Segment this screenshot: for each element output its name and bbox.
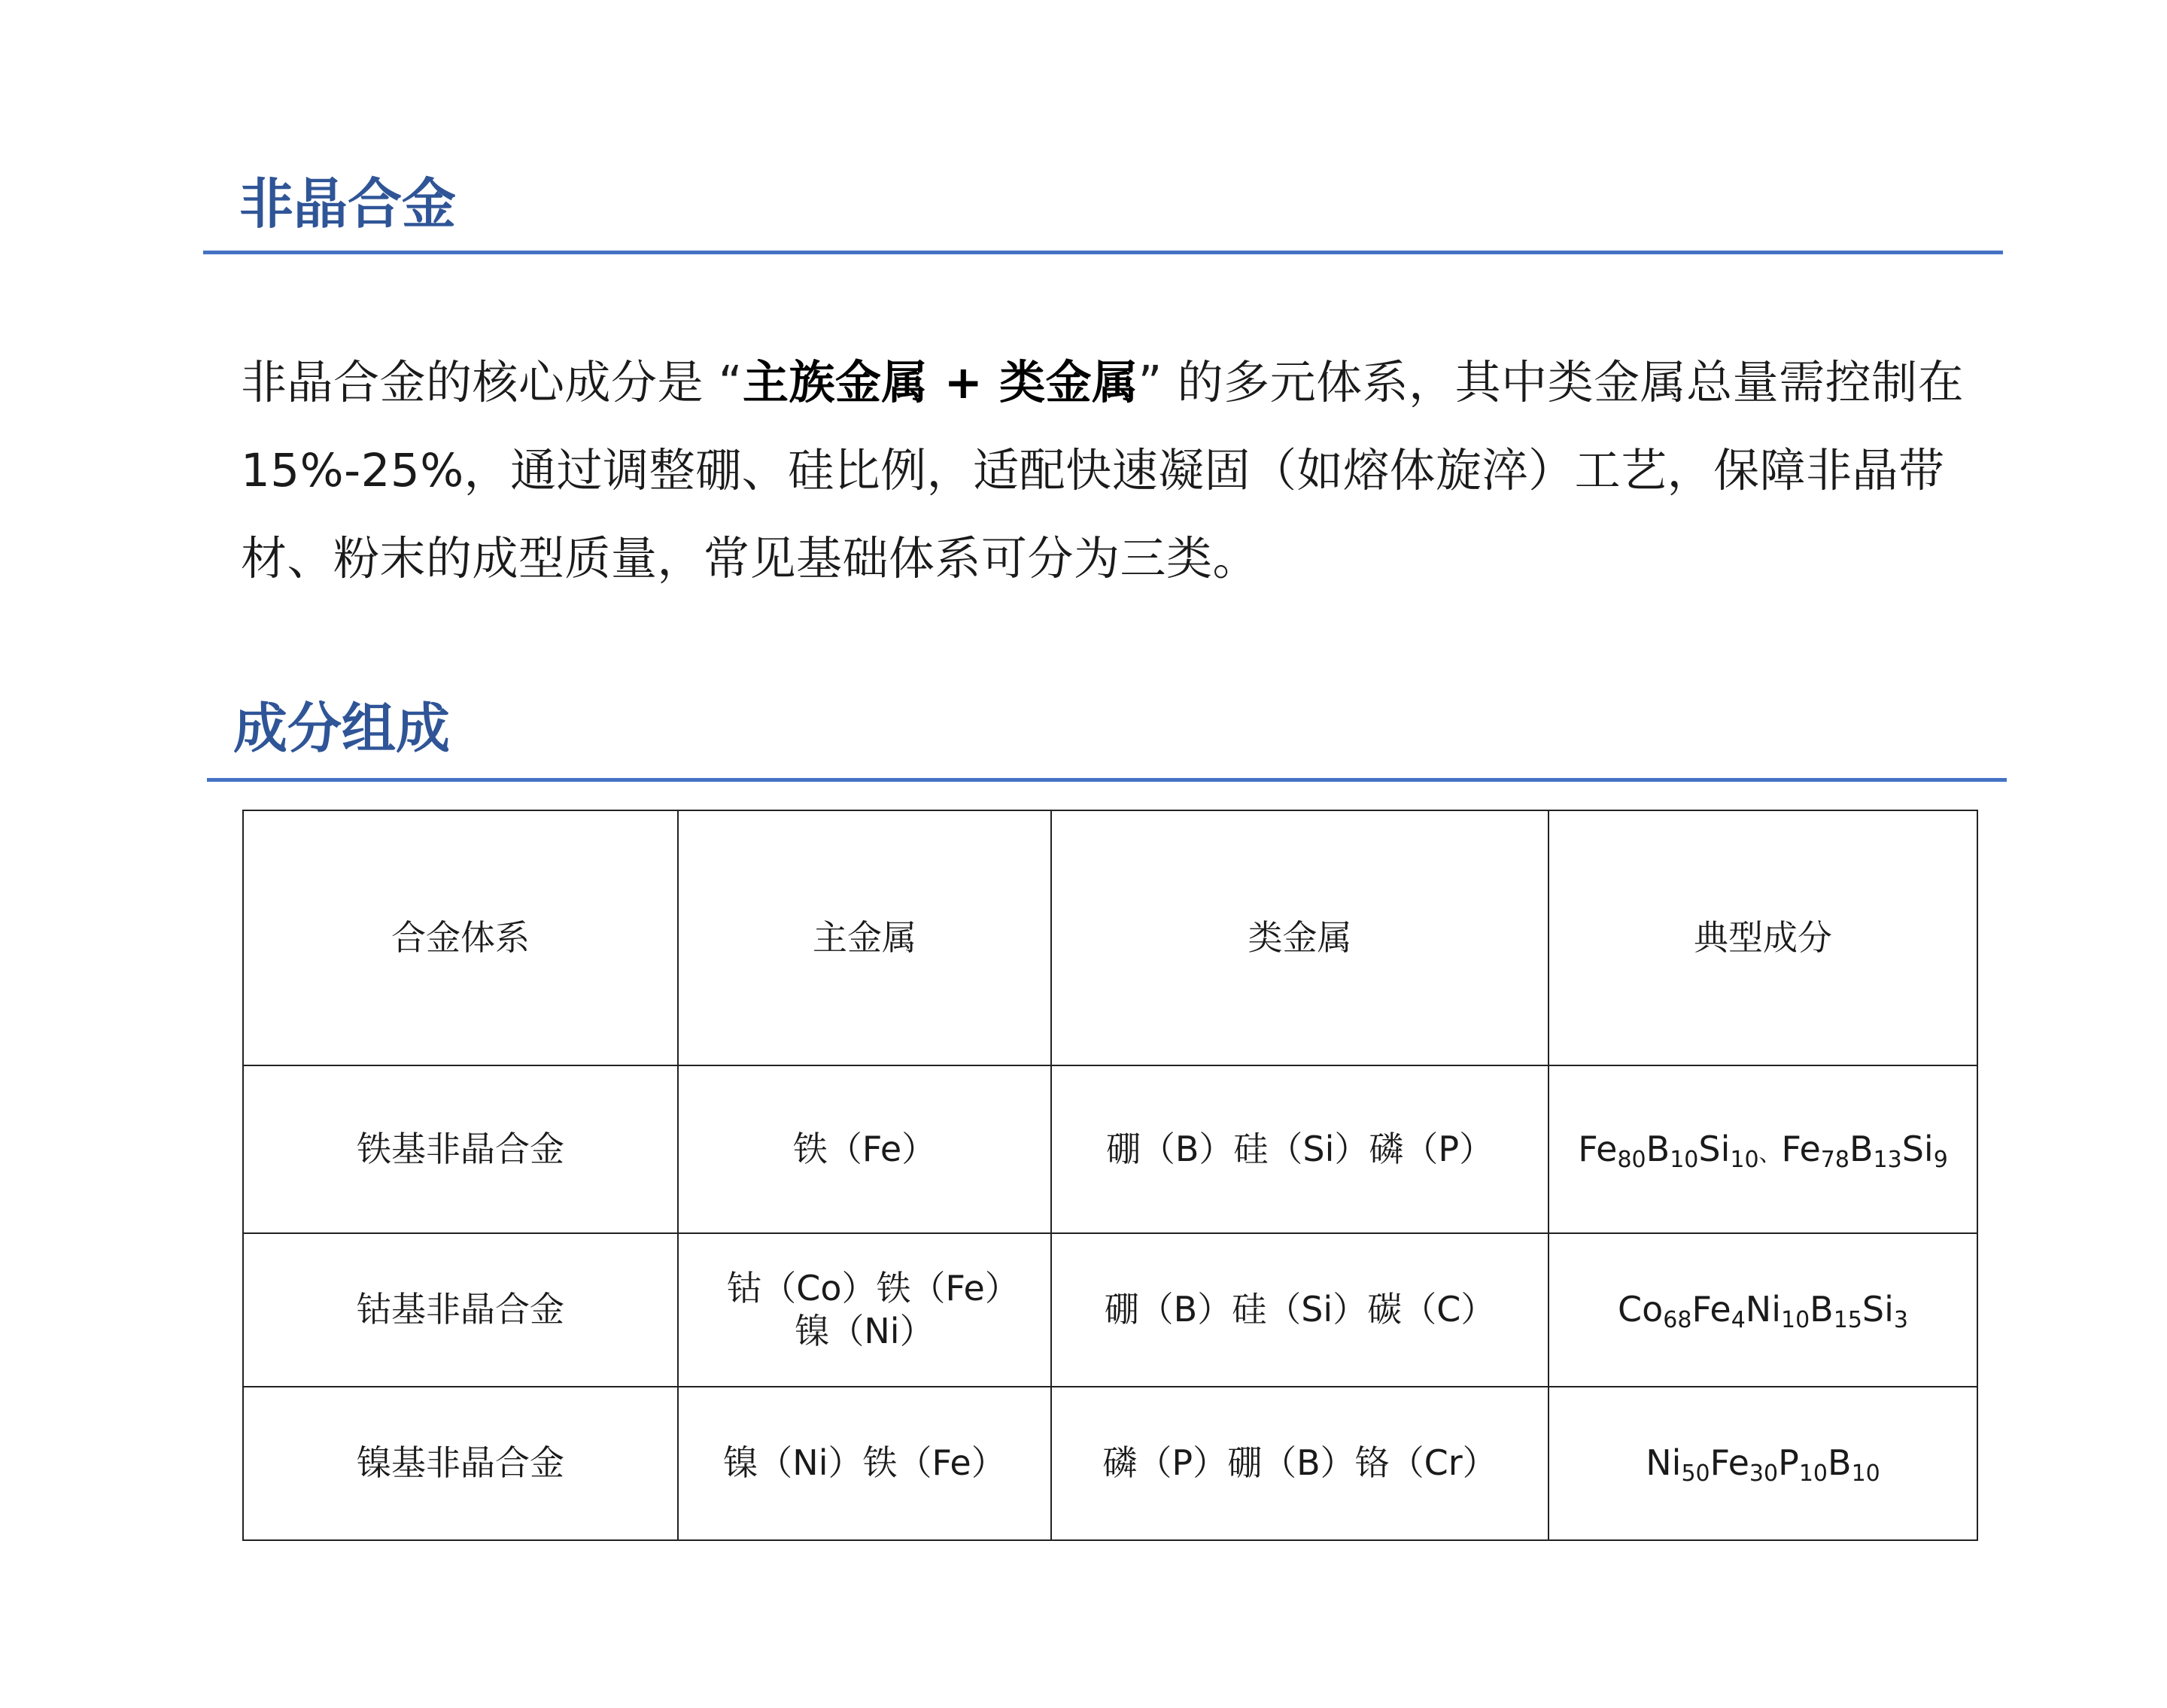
table-header-row <box>243 810 1977 1065</box>
cell-typical-composition <box>1549 1233 1977 1387</box>
chemical-formula: $Fe_{80}B_{10}Si_{10}$ <box>1578 1129 1759 1174</box>
cell-main-metal: 镍（Ni）铁（Fe） <box>678 1387 1051 1540</box>
title-underline <box>203 251 2003 254</box>
header-metalloid: 类金属 <box>1051 810 1549 1065</box>
intro-text-2: ” 的多元体系，其中类金属总量需控制在 15%-25%，通过调整硼、硅比例，适配快速凝固（如熔体旋淬）工艺，保障非晶带材、粉末的成型质量，常见基础体系可分为三类。 <box>241 356 1965 585</box>
header-typical-composition: 典型成分 <box>1549 810 1977 1065</box>
formula-separator: 、 <box>1758 1141 1782 1168</box>
table-row <box>243 1233 1977 1387</box>
cell-metalloid: 硼（B）硅（Si）碳（C） <box>1051 1233 1549 1387</box>
section-title-composition: 成分组成 <box>233 697 451 760</box>
composition-table <box>242 810 1978 1541</box>
intro-bold-phrase: 主族金属 + 类金属 <box>743 356 1138 409</box>
table-row <box>243 1387 1977 1540</box>
cell-alloy-system: 钴基非晶合金 <box>243 1233 678 1387</box>
title-underline <box>207 778 2007 782</box>
cell-typical-composition <box>1549 1387 1977 1540</box>
header-main-metal: 主金属 <box>678 810 1051 1065</box>
chemical-formula: $Ni_{50}Fe_{30}P_{10}B_{10}$ <box>1646 1442 1880 1488</box>
intro-text-1: 非晶合金的核心成分是 “ <box>241 356 743 409</box>
cell-typical-composition <box>1549 1065 1977 1233</box>
cell-alloy-system: 镍基非晶合金 <box>243 1387 678 1540</box>
cell-metalloid: 硼（B）硅（Si）磷（P） <box>1051 1065 1549 1233</box>
cell-metalloid: 磷（P）硼（B）铬（Cr） <box>1051 1387 1549 1540</box>
header-alloy-system: 合金体系 <box>243 810 678 1065</box>
intro-paragraph <box>241 339 1979 603</box>
table-row <box>243 1065 1977 1233</box>
cell-alloy-system: 铁基非晶合金 <box>243 1065 678 1233</box>
section-title-amorphous-alloy: 非晶合金 <box>239 172 457 236</box>
chemical-formula: $Fe_{78}B_{13}Si_9$ <box>1781 1129 1948 1174</box>
cell-main-metal: 铁（Fe） <box>678 1065 1051 1233</box>
chemical-formula: $Co_{68}Fe_4Ni_{10}B_{15}Si_3$ <box>1617 1289 1908 1334</box>
cell-main-metal: 钴（Co）铁（Fe）镍（Ni） <box>678 1233 1051 1387</box>
